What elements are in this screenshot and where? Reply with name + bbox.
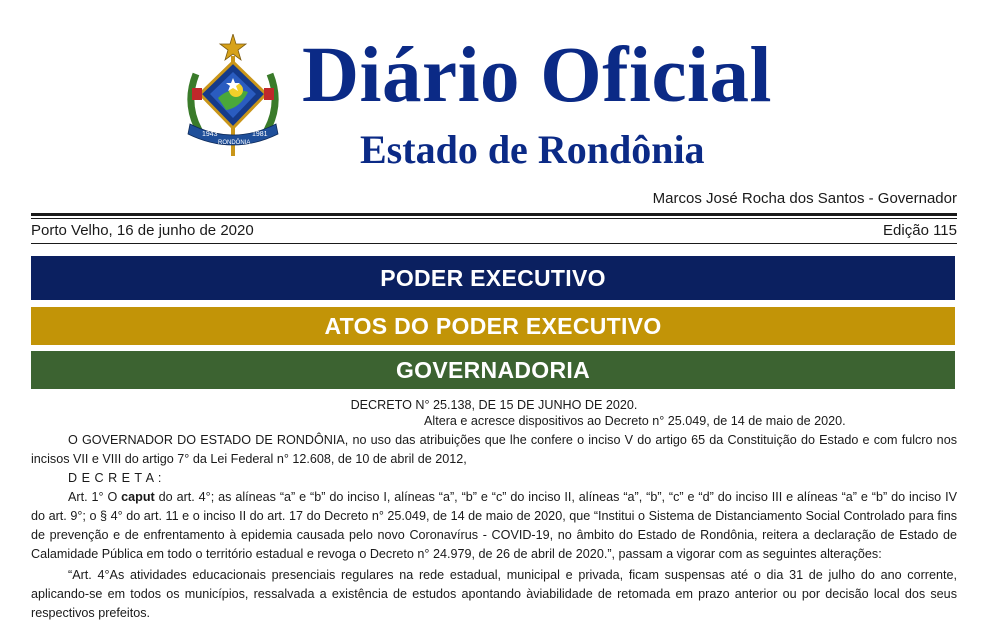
dateline-rule xyxy=(31,243,957,244)
seal-year-left: 1943 xyxy=(202,131,218,138)
section-band-governadoria: GOVERNADORIA xyxy=(31,351,955,389)
decree-decreta: D E C R E T A : xyxy=(68,471,162,485)
governor-name: Marcos José Rocha dos Santos - Governador xyxy=(652,190,957,207)
decree-preamble: O GOVERNADOR DO ESTADO DE RONDÔNIA, no uso das atribuições que lhe confere o inciso V do artigo 65 da Constituição do Estado e com fulcro nos incisos VII e VIII do artigo 7° da Lei Federal n° 12.608, de 10 de abril de 2012, xyxy=(31,433,957,466)
decree-article-4: “Art. 4°As atividades educacionais presenciais regulares na rede estadual, municipal e privada, ficam suspensas até o dia 31 de julho do ano corrente, aplicando-se em todos os municípios, ressalvada a existência de estudos apontando àviabilidade de retomada em prazo anterior ou por decisão local dos seus respectivos prefeitos. xyxy=(31,568,957,620)
header-rule-thin xyxy=(31,218,957,219)
dateline xyxy=(31,222,957,239)
masthead xyxy=(0,0,984,180)
state-coat-of-arms-icon xyxy=(182,34,284,162)
decree-ementa: Altera e acresce dispositivos ao Decreto n° 25.049, de 14 de maio de 2020. xyxy=(424,414,846,428)
decree-article-1 xyxy=(31,488,957,564)
art1-prefix: Art. 1° O xyxy=(68,490,122,504)
seal-year-right: 1981 xyxy=(252,131,268,138)
masthead-subtitle: Estado de Rondônia xyxy=(360,127,705,172)
edition-number: Edição 115 xyxy=(883,222,957,239)
place-date: Porto Velho, 16 de junho de 2020 xyxy=(31,222,254,239)
section-band-poder-executivo: PODER EXECUTIVO xyxy=(31,256,955,300)
header-rule-top xyxy=(31,213,957,216)
seal-label: RONDÔNIA xyxy=(218,140,251,146)
decree-body xyxy=(31,396,957,623)
art1-caput: caput xyxy=(121,490,155,504)
art1-text: do art. 4°; as alíneas “a” e “b” do inciso I, alíneas “a”, “b” e “c” do inciso II, alíneas “a”, “b”, “c” e “d” do inciso III e alíneas “a” e “b” do inciso IV do art. 9°; o § 4° do art. 11 e o inciso II do art. 17 do Decreto n° 25.049, de 14 de maio de 2020, que “Institui o Sistema de Distanciamento Social Controlado para fins de prevenção e de enfrentamento à epidemia causada pelo novo Coronavírus - COVID-19, no âmbito do Estado de Rondônia, reitera a declaração de Estado de Calamidade Pública em todo o território estadual e revoga o Decreto n° 24.979, de 26 de abril de 2020.”, passam a vigorar com as seguintes alterações: xyxy=(31,490,957,561)
section-band-atos-poder-executivo: ATOS DO PODER EXECUTIVO xyxy=(31,307,955,345)
masthead-title: Diário Oficial xyxy=(302,32,772,119)
decree-heading: DECRETO N° 25.138, DE 15 DE JUNHO DE 2020. xyxy=(350,398,638,412)
